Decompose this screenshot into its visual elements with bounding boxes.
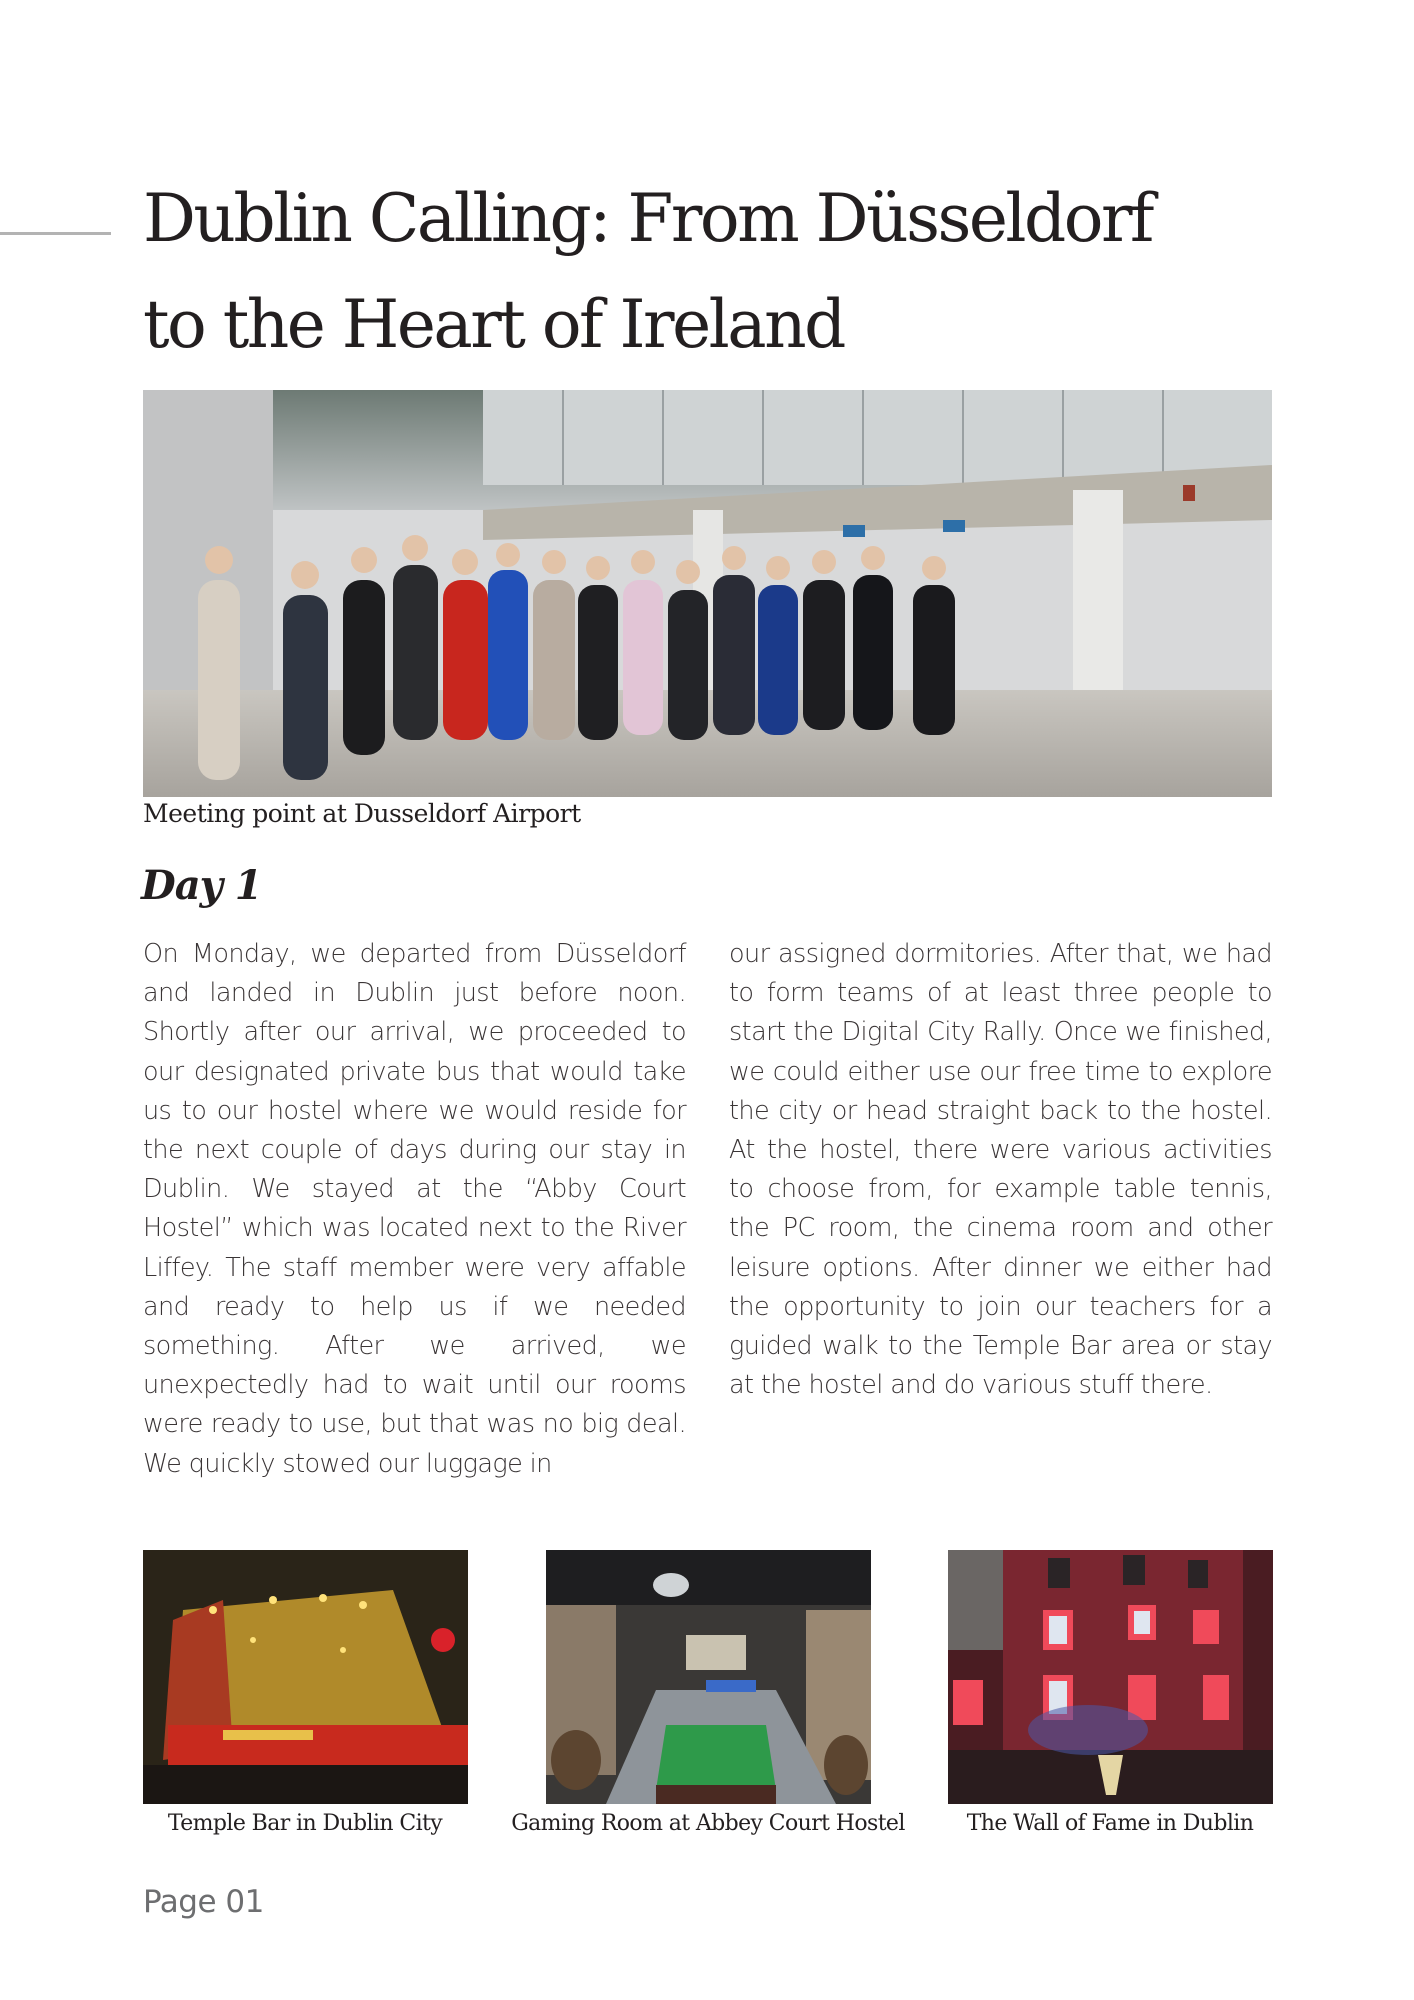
gallery-caption-3: The Wall of Fame in Dublin (966, 1811, 1254, 1836)
gallery-caption-2: Gaming Room at Abbey Court Hostel (511, 1811, 905, 1836)
gallery-photo-wall-of-fame (948, 1550, 1273, 1804)
gallery-caption-1: Temple Bar in Dublin City (167, 1811, 443, 1836)
body-text-column-1: On Monday, we departed from Düsseldorf and landed in Dublin just before noon. Shortly after our arrival, we proceeded to our designated private bus that would take us to our hostel where we would reside for the next couple of days during our stay in Dublin. We stayed at the “Abby Court Hostel” which was located next to the River Liffey. The staff member were very affable and ready to help us if we needed something. After we arrived, we unexpectedly had to wait until our rooms were ready to use, but that was no big deal. We quickly stowed our luggage in (143, 939, 686, 1479)
hero-photo-caption: Meeting point at Dusseldorf Airport (143, 799, 581, 828)
airport-group-photo (143, 390, 1272, 797)
gallery-photo-temple-bar (143, 1550, 468, 1804)
gallery-photo-gaming-room (546, 1550, 871, 1804)
article-title-line: to the Heart of Ireland (143, 286, 844, 363)
hero-photo (143, 390, 1272, 797)
gaming-room-photo (546, 1550, 871, 1804)
article-title (143, 166, 1383, 378)
page-number: Page 01 (143, 1884, 264, 1920)
body-text-column-2: our assigned dormitories. After that, we had to form teams of at least three people to start the Digital City Rally. Once we finished, we could either use our free time to explore the city or head straight back to the hostel. At the hostel, there were various activities to choose from, for example table tennis, the PC room, the cinema room and other leisure options. After dinner we either had the opportunity to join our teachers for a guided walk to the Temple Bar area or stay at the hostel and do various stuff there. (729, 939, 1272, 1401)
wall-of-fame-photo (948, 1550, 1273, 1804)
decorative-rule (0, 232, 111, 235)
section-heading: Day 1 (141, 862, 262, 909)
article-title-line: Dublin Calling: From Düsseldorf (143, 180, 1152, 257)
temple-bar-photo (143, 1550, 468, 1804)
